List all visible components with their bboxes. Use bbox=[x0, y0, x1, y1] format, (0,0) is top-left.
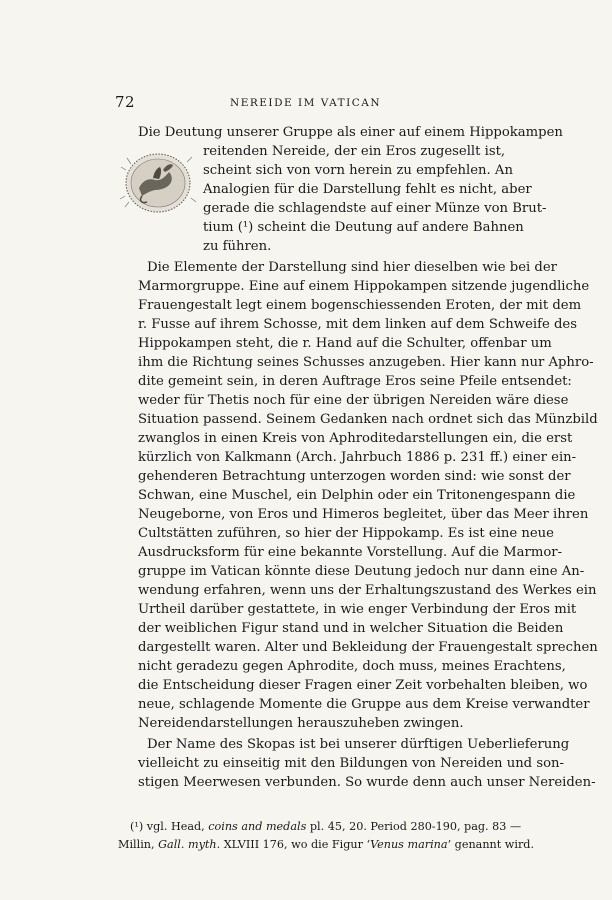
text-line: dite gemeint sein, in deren Auftrage Eros seine Pfeile entsendet: bbox=[138, 374, 572, 389]
text-line: stigen Meerwesen verbunden. So wurde denn auch unser Nereiden- bbox=[138, 775, 596, 790]
text-line: Frauengestalt legt einem bogenschiessenden Eroten, der mit dem bbox=[138, 298, 582, 313]
text-line: Cultstätten zuführen, so hier der Hippokamp. Es ist eine neue bbox=[138, 526, 554, 541]
footnote-title: Venus marina bbox=[370, 838, 448, 851]
text-line: Nereidendarstellungen herauszuheben zwingen. bbox=[138, 716, 464, 731]
text-line: Die Deutung unserer Gruppe als einer auf einem Hippokampen bbox=[138, 125, 563, 140]
footnote-text: XLVIII 176, wo die Figur ‘ bbox=[220, 838, 371, 851]
text-line: nicht geradezu gegen Aphrodite, doch muss, meines Erachtens, bbox=[138, 659, 566, 674]
text-line: gehenderen Betrachtung unterzogen worden sind: wie sonst der bbox=[138, 469, 571, 484]
text-line: gruppe im Vatican könnte diese Deutung jedoch nur dann eine An- bbox=[138, 564, 585, 579]
text-line: zu führen. bbox=[203, 239, 272, 254]
text-line: Die Elemente der Darstellung sind hier dieselben wie bei der bbox=[147, 260, 557, 275]
text-line: Neugeborne, von Eros und Himeros begleitet, über das Meer ihren bbox=[138, 507, 589, 522]
coin-illustration-icon bbox=[117, 150, 199, 216]
text-line: vielleicht zu einseitig mit den Bildungen von Nereiden und son- bbox=[138, 756, 564, 771]
text-line: die Entscheidung dieser Fragen einer Zeit vorbehalten bleiben, wo bbox=[138, 678, 588, 693]
footnote-line bbox=[130, 818, 522, 835]
footnote-line bbox=[118, 836, 535, 853]
text-line: r. Fusse auf ihrem Schosse, mit dem linken auf dem Schweife des bbox=[138, 317, 577, 332]
text-line: gerade die schlagendste auf einer Münze von Brut- bbox=[203, 201, 547, 216]
footnote-text: (¹) vgl. Head, bbox=[130, 820, 209, 833]
footnote-text: Millin, bbox=[118, 838, 159, 851]
text-line: scheint sich von vorn herein zu empfehlen. An bbox=[203, 163, 513, 178]
text-line: Situation passend. Seinem Gedanken nach ordnet sich das Münzbild bbox=[138, 412, 598, 427]
text-line: Schwan, eine Muschel, ein Delphin oder ein Tritonengespann die bbox=[138, 488, 576, 503]
footnote-text: pl. 45, 20. Period 280-190, pag. 83 — bbox=[306, 820, 522, 833]
text-line: Urtheil darüber gestattete, in wie enger Verbindung der Eros mit bbox=[138, 602, 577, 617]
running-title: NEREIDE IM VATICAN bbox=[230, 97, 382, 109]
footnote-title: coins and medals bbox=[208, 820, 307, 833]
footnote-text: ’ genannt wird. bbox=[447, 838, 535, 851]
text-line: dargestellt waren. Alter und Bekleidung der Frauengestalt sprechen bbox=[138, 640, 598, 655]
text-line: weder für Thetis noch für eine der übrigen Nereiden wäre diese bbox=[138, 393, 569, 408]
text-line: reitenden Nereide, der ein Eros zugesellt ist, bbox=[203, 144, 506, 159]
text-line: kürzlich von Kalkmann (Arch. Jahrbuch 1886 p. 231 ff.) einer ein- bbox=[138, 450, 577, 465]
text-line: Der Name des Skopas ist bei unserer dürftigen Ueberlieferung bbox=[147, 737, 570, 752]
text-line: Marmorgruppe. Eine auf einem Hippokampen sitzende jugendliche bbox=[138, 279, 590, 294]
text-line: der weiblichen Figur stand und in welcher Situation die Beiden bbox=[138, 621, 564, 636]
text-line: Ausdrucksform für eine bekannte Vorstellung. Auf die Marmor- bbox=[138, 545, 563, 560]
text-line: zwanglos in einen Kreis von Aphroditedarstellungen ein, die erst bbox=[138, 431, 573, 446]
page-number: 72 bbox=[115, 93, 136, 111]
text-line: wendung erfahren, wenn uns der Erhaltungszustand des Werkes ein bbox=[138, 583, 597, 598]
footnote-title: Gall. myth. bbox=[158, 838, 221, 851]
text-line: Hippokampen steht, die r. Hand auf die Schulter, offenbar um bbox=[138, 336, 552, 351]
text-line: tium (¹) scheint die Deutung auf andere Bahnen bbox=[203, 220, 524, 235]
text-line: ihm die Richtung seines Schusses anzugeben. Hier kann nur Aphro- bbox=[138, 355, 594, 370]
text-line: neue, schlagende Momente die Gruppe aus dem Kreise verwandter bbox=[138, 697, 590, 712]
text-line: Analogien für die Darstellung fehlt es nicht, aber bbox=[203, 182, 532, 197]
